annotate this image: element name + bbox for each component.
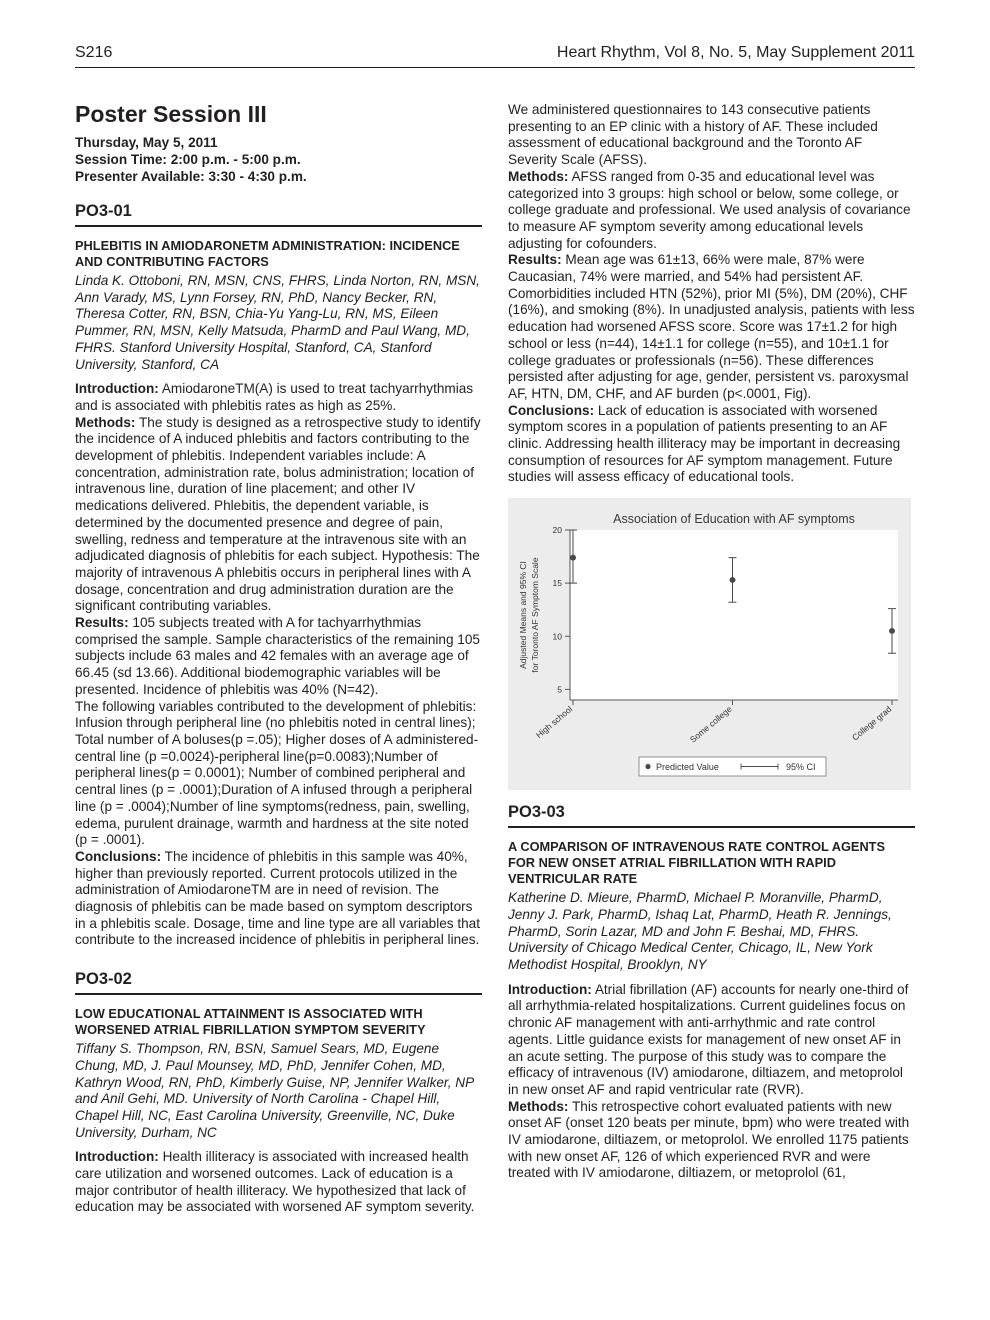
right-column <box>508 102 915 1182</box>
x-tick-label: College grad <box>849 704 894 743</box>
methods-paragraph <box>75 415 482 615</box>
y-axis-label-line1: Adjusted Means and 95% CI <box>518 561 528 670</box>
y-axis-label-line2: for Toronto AF Symptom Scale <box>530 557 540 673</box>
methods-text: AFSS ranged from 0-35 and educational level was categorized into 3 groups: high school or below, some college, or college graduate and professional. We used analysis of covariance to measure AF symptom severity among educational levels adjusting for cofounders. <box>508 168 911 251</box>
abstract-authors: Linda K. Ottoboni, RN, MSN, CNS, FHRS, Linda Norton, RN, MSN, Ann Varady, MS, Lynn Forsey, RN, PhD, Nancy Becker, RN, Theresa Cotter, RN, BSN, Chia-Yu Yang-Lu, RN, MS, Eileen Pummer, RN, MSN, Kelly Matsuda, PharmD and Paul Wang, MD, FHRS. Stanford University Hospital, Stanford, CA, Stanford University, Stanford, CA <box>75 273 480 372</box>
y-tick-label: 5 <box>557 684 562 695</box>
methods-label: Methods: <box>508 1098 569 1114</box>
abstract-id: PO3-03 <box>508 802 915 828</box>
methods-label: Methods: <box>75 414 136 430</box>
methods-text: This retrospective cohort evaluated patients with new onset AF (onset 120 beats per minute, bpm) who were treated with IV amiodarone, diltiazem, or metoprolol. We enrolled 1175 patients with new onset AF, 126 of which experienced RVR and were treated with IV amiodarone, diltiazem, or metoprolol (61, <box>508 1098 910 1181</box>
introduction-text: Health illiteracy is associated with increased health care utilization and worsened outcomes. Lack of education is a major contributor of health illiteracy. We hypothesized that lack of education may be associated with worsened AF symptom severity. <box>75 1149 475 1215</box>
session-title: Poster Session III <box>75 101 267 127</box>
methods-text: The study is designed as a retrospective study to identify the incidence of A induced phlebitis and factors contributing to the development of phlebitis. Independent variables include: A concentration, administration rate, bolus administration; location of intravenous line, duration of line placement; and other IV medications delivered. Phlebitis, the dependent variable, is determined by the documented presence and degree of pain, swelling, redness and temperature at the intravenous site with an adjudicated diagnosis of phlebitis for each subject. Hypothesis: The majority of intravenous A phlebitis occurs in peripheral lines with A dosage, concentration and drug administration duration are the significant contributing variables. <box>75 414 481 614</box>
legend-point-marker <box>645 764 650 769</box>
results-paragraph-2: The following variables contributed to the development of phlebitis: Infusion through peripheral line (no phlebitis noted in central lines); Total number of A boluses(p =.05); Higher doses of A administered-central line (p =0.0024)-peripheral line(p=0.0083);Number of peripheral lines(p = 0.0001); Number of combined peripheral and central lines (p = .0001);Duration of A infused through a peripheral line (p = .0004);Number of line symptoms(redness, pain, swelling, edema, purulent drainage, warmth and hardness at the site noted (p = .0001). <box>75 698 479 848</box>
introduction-paragraph-2: We administered questionnaires to 143 consecutive patients presenting to an EP clinic with a history of AF. These included assessment of educational background and the Toronto AF Severity Scale (AFSS). <box>508 102 878 168</box>
plot-area <box>570 530 898 700</box>
predicted-value-point <box>730 577 736 583</box>
abstract-title: LOW EDUCATIONAL ATTAINMENT IS ASSOCIATED WITH WORSENED ATRIAL FIBRILLATION SYMPTOM SEVERITY <box>75 1006 426 1038</box>
running-head <box>75 44 915 68</box>
results-text: 105 subjects treated with A for tachyarrhythmias comprised the sample. Sample characteristics of the remaining 105 subjects include 63 males and 42 females with an average age of 66.45 (sd 13.66). Additional biodemographic variables will be presented. Incidence of phlebitis was 40% (N=42). <box>75 615 480 697</box>
methods-paragraph <box>508 1099 915 1183</box>
results-label: Results: <box>75 615 129 631</box>
abstract-po3-02 <box>75 969 482 1216</box>
abstract-title: PHLEBITIS IN AMIODARONETM ADMINISTRATION: INCIDENCE AND CONTRIBUTING FACTORS <box>75 238 460 269</box>
session-info <box>75 134 482 185</box>
introduction-text: AmiodaroneTM(A) is used to treat tachyarrhythmias and is associated with phlebitis rates as high as 25%. <box>75 381 474 413</box>
predicted-value-point <box>570 555 576 561</box>
abstract-authors: Katherine D. Mieure, PharmD, Michael P. Moranville, PharmD, Jenny J. Park, PharmD, Ishaq Lat, PharmD, Heath R. Jennings, PharmD, Sorin Lazar, MD and John F. Beshai, MD, FHRS. University of Chicago Medical Center, Chicago, IL, New York Methodist Hospital, Brooklyn, NY <box>508 890 892 972</box>
conclusions-text: Lack of education is associated with worsened symptom scores in a population of patients presenting to an AF clinic. Addressing health illiteracy may be important in decreasing consumption of resources for AF symptom management. Future studies will assess efficacy of educational tools. <box>508 402 901 485</box>
session-date: Thursday, May 5, 2011 <box>75 135 218 150</box>
session-presenter: Presenter Available: 3:30 - 4:30 p.m. <box>75 169 307 184</box>
legend-ci: 95% CI <box>786 762 816 773</box>
conclusions-text: The incidence of phlebitis in this sample was 40%, higher than previously reported. Current protocols utilized in the administration of AmiodaroneTM are in need of revision. The diagnosis of phlebitis can be made based on symptom descriptors in a phlebitis scale. Dosage, time and line type are all variables that contribute to the increased incidence of phlebitis in peripheral lines. <box>75 848 481 948</box>
abstract-po3-03 <box>508 802 915 1182</box>
abstract-po3-01 <box>75 201 482 949</box>
education-af-chart <box>508 498 911 790</box>
y-tick-label: 20 <box>552 525 562 536</box>
methods-label: Methods: <box>508 168 569 184</box>
x-tick-label: Some college <box>687 704 734 745</box>
session-time: Session Time: 2:00 p.m. - 5:00 p.m. <box>75 152 301 167</box>
y-tick-label: 15 <box>552 578 562 589</box>
chart-title: Association of Education with AF symptoms <box>613 512 855 527</box>
y-tick-label: 10 <box>552 631 562 642</box>
introduction-paragraph <box>75 1149 482 1216</box>
conclusions-label: Conclusions: <box>508 402 595 418</box>
journal-citation: Heart Rhythm, Vol 8, No. 5, May Supplement 2011 <box>556 44 915 61</box>
results-paragraph <box>75 615 482 699</box>
chart-legend <box>639 757 826 776</box>
predicted-value-point <box>889 628 895 634</box>
page-number: S216 <box>75 44 113 61</box>
introduction-paragraph <box>508 982 915 1099</box>
introduction-label: Introduction: <box>508 981 592 997</box>
introduction-text: Atrial fibrillation (AF) accounts for nearly one-third of all arrhythmia-related hospitalizations. Current guidelines focus on chronic AF management with anti-arrhythmic and rate control agents. Little guidance exists for management of new onset AF in an acute setting. The purpose of this study was to compare the efficacy of intravenous (IV) amiodarone, diltiazem, and metoprolol in new onset AF and rapid ventricular rate (RVR). <box>508 981 909 1097</box>
abstract-title: A COMPARISON OF INTRAVENOUS RATE CONTROL AGENTS FOR NEW ONSET ATRIAL FIBRILLATION WITH RAPID VENTRICULAR RATE <box>508 839 886 887</box>
methods-paragraph <box>508 169 915 253</box>
legend-predicted-value: Predicted Value <box>656 762 719 773</box>
abstract-id: PO3-01 <box>75 201 482 227</box>
results-label: Results: <box>508 252 562 268</box>
abstract-authors: Tiffany S. Thompson, RN, BSN, Samuel Sears, MD, Eugene Chung, MD, J. Paul Mounsey, MD, PhD, Jennifer Cohen, MD, Kathryn Wood, RN, PhD, Kimberly Guise, NP, Jennifer Walker, NP and Anil Gehi, MD. University of North Carolina - Chapel Hill, Chapel Hill, NC, East Carolina University, Greenville, NC, Duke University, Durham, NC <box>75 1041 474 1140</box>
abstract-id: PO3-02 <box>75 969 482 995</box>
conclusions-paragraph <box>508 403 915 487</box>
chart-svg <box>508 498 911 790</box>
conclusions-paragraph <box>75 849 482 949</box>
x-tick-label: High school <box>533 704 575 741</box>
conclusions-label: Conclusions: <box>75 848 162 864</box>
introduction-paragraph <box>75 381 482 414</box>
results-text: Mean age was 61±13, 66% were male, 87% were Caucasian, 74% were married, and 54% had persistent AF. Comorbidities included HTN (52%), prior MI (5%), DM (20%), CHF (16%), and smoking (8%). In unadjusted analysis, patients with less education had worsened AFSS score. Score was 17±1.2 for high school or less (n=44), 14±1.1 for college (n=55), and 10±1.1 for college graduates or professionals (n=56). These differences persisted after adjusting for age, gender, persistent vs. paroxysmal AF, HTN, DM, CHF, and AF burden (p<.0001, Fig). <box>508 252 915 401</box>
introduction-label: Introduction: <box>75 381 159 397</box>
introduction-label: Introduction: <box>75 1149 159 1165</box>
left-column <box>75 100 482 1216</box>
results-paragraph <box>508 252 915 402</box>
